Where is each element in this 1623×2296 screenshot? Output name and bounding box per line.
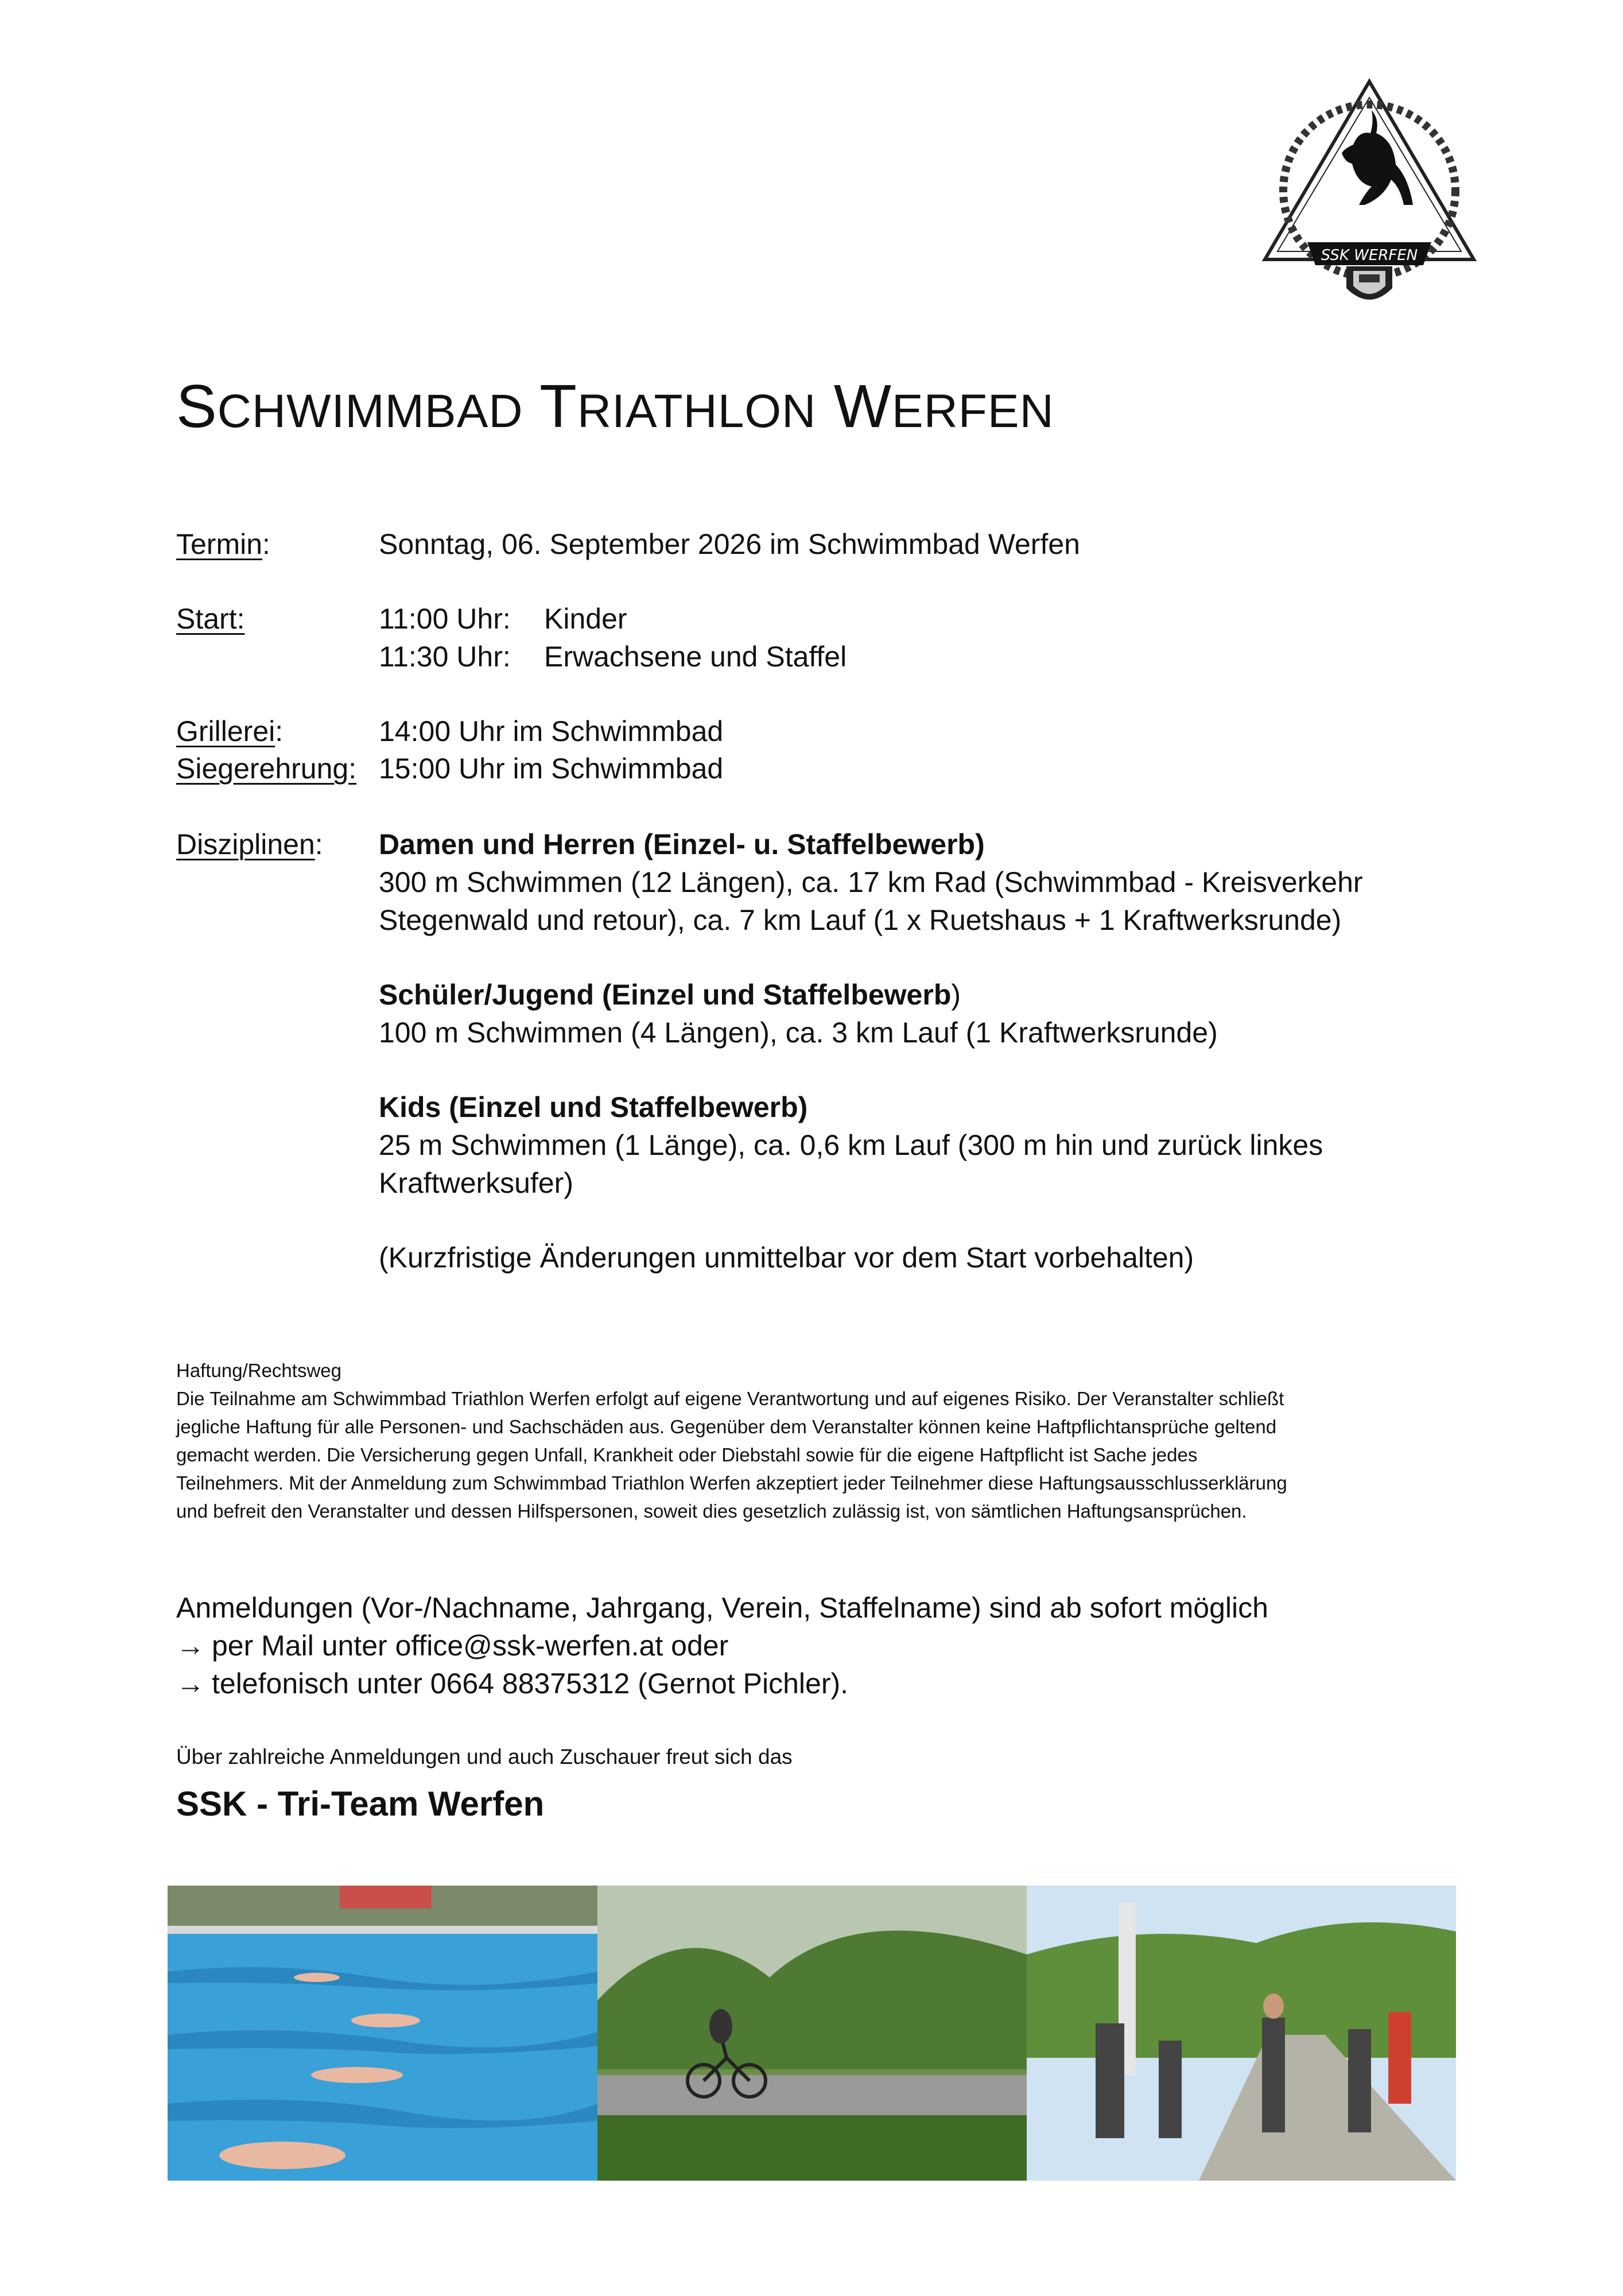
start-label: Start: — [176, 603, 245, 635]
legal-line: Teilnehmers. Mit der Anmeldung zum Schwimmbad Triathlon Werfen akzeptiert jeder Teilnehmer diese Haftungsausschlusserklärung — [176, 1472, 1287, 1494]
arrow-right-icon: → — [176, 1630, 205, 1662]
disziplinen-label: Disziplinen: — [176, 828, 323, 860]
thanks-text: Über zahlreiche Anmeldungen und auch Zuschauer freut sich das — [176, 1745, 793, 1768]
discipline-line: Kraftwerksufer) — [379, 1167, 573, 1199]
discipline-heading: Kids (Einzel und Staffelbewerb) — [379, 1091, 808, 1123]
registration-phone: → telefonisch unter 0664 88375312 (Gernot Pichler). — [176, 1665, 1268, 1702]
discipline-heading: Schüler/Jugend (Einzel und Staffelbewerb) — [379, 979, 961, 1011]
grillerei-label: Grillerei: — [176, 715, 284, 747]
cycling-photo — [597, 1886, 1027, 2181]
termin-label: Termin: — [176, 528, 270, 560]
legal-section — [176, 1356, 1456, 1525]
discipline-line: 300 m Schwimmen (12 Längen), ca. 17 km Rad (Schwimmbad - Kreisverkehr — [379, 866, 1363, 898]
discipline-line: Stegenwald und retour), ca. 7 km Lauf (1 x Ruetshaus + 1 Kraftwerksrunde) — [379, 904, 1342, 936]
legal-heading: Haftung/Rechtsweg — [176, 1360, 341, 1381]
swimming-photo — [168, 1886, 597, 2181]
team-name: SSK - Tri-Team Werfen — [176, 1785, 545, 1823]
siegerehrung-value: 15:00 Uhr im Schwimmbad — [379, 753, 724, 785]
registration-section — [176, 1589, 1268, 1702]
legal-line: jegliche Haftung für alle Personen- und Sachschäden aus. Gegenüber dem Veranstalter können keine Haftpflichtansprüche geltend — [176, 1416, 1277, 1437]
discipline-line: 100 m Schwimmen (4 Längen), ca. 3 km Lauf (1 Kraftwerksrunde) — [379, 1017, 1218, 1049]
legal-line: und befreit den Veranstalter und dessen Hilfspersonen, soweit dies gesetzlich zulässig ist, von sämtlichen Haftungsansprüchen. — [176, 1500, 1247, 1522]
legal-line: gemacht werden. Die Versicherung gegen Unfall, Krankheit oder Diebstahl sowie für die eigene Haftpflicht ist Sache jedes — [176, 1444, 1198, 1465]
discipline-heading: Damen und Herren (Einzel- u. Staffelbewerb) — [379, 828, 985, 860]
arrow-right-icon: → — [176, 1667, 205, 1700]
termin-value: Sonntag, 06. September 2026 im Schwimmbad Werfen — [379, 528, 1080, 560]
registration-intro: Anmeldungen (Vor-/Nachname, Jahrgang, Verein, Staffelname) sind ab sofort möglich — [176, 1592, 1268, 1624]
running-photo — [1027, 1886, 1456, 2181]
club-logo — [1244, 70, 1494, 320]
grillerei-value: 14:00 Uhr im Schwimmbad — [379, 715, 724, 747]
discipline-note: (Kurzfristige Änderungen unmittelbar vor dem Start vorbehalten) — [379, 1242, 1194, 1274]
chamois-emblem-icon — [1244, 70, 1494, 320]
logo-text: SSK WERFEN — [1321, 247, 1418, 264]
page-title: SCHWIMMBAD TRIATHLON WERFEN — [176, 373, 1054, 440]
legal-line: Die Teilnahme am Schwimmbad Triathlon Werfen erfolgt auf eigene Verantwortung und auf eigenes Risiko. Der Veranstalter schließt — [176, 1388, 1284, 1409]
start-row: 11:00 Uhr: Kinder — [379, 603, 627, 635]
discipline-line: 25 m Schwimmen (1 Länge), ca. 0,6 km Lauf (300 m hin und zurück linkes — [379, 1129, 1323, 1161]
siegerehrung-label: Siegerehrung: — [176, 753, 357, 785]
start-row: 11:30 Uhr: Erwachsene und Staffel — [379, 641, 847, 673]
registration-mail: → per Mail unter office@ssk-werfen.at oder — [176, 1627, 1268, 1665]
